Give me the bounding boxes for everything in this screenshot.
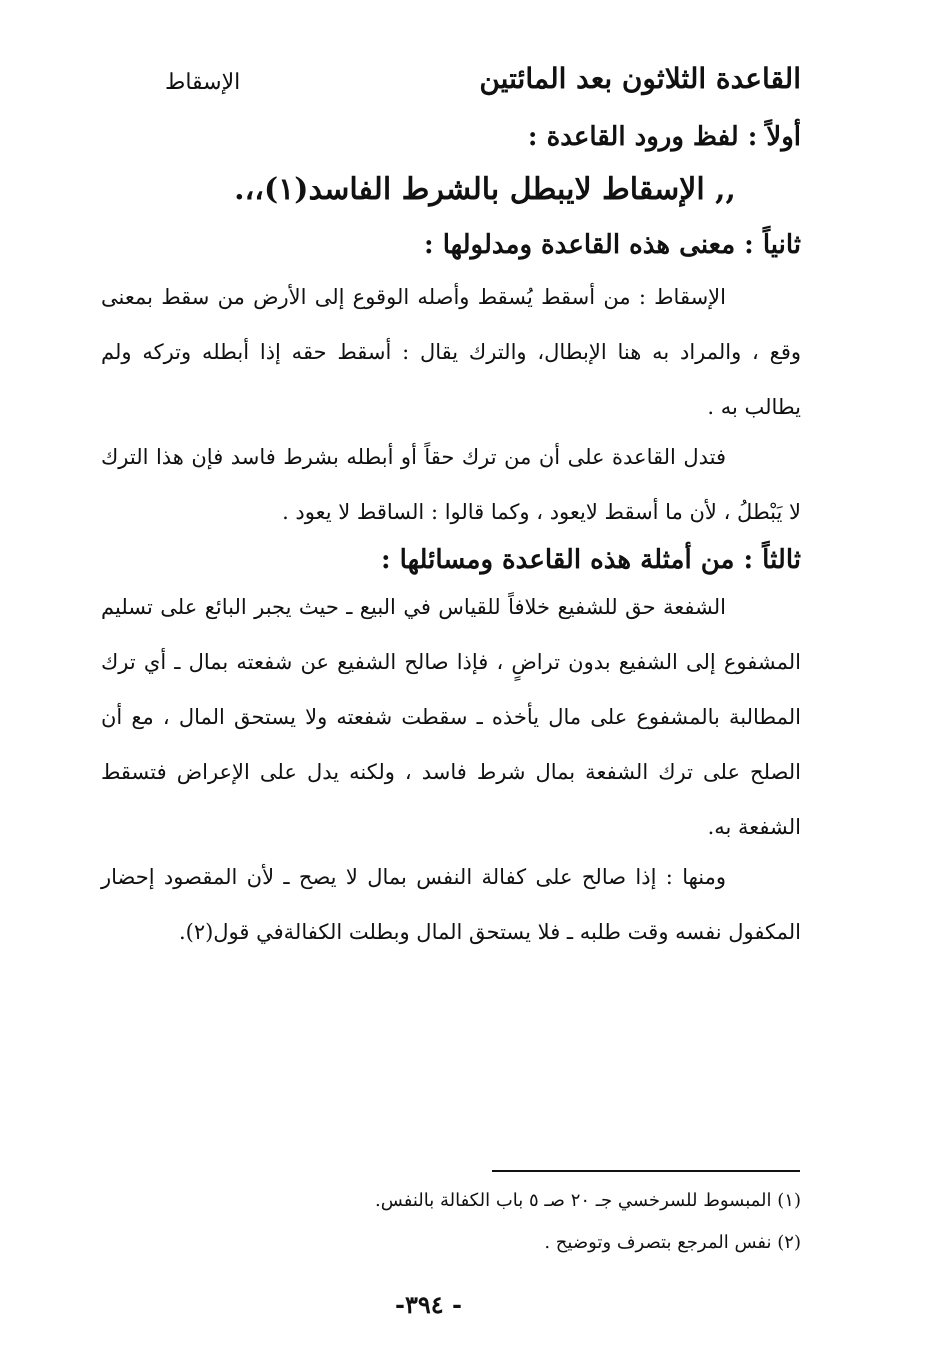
paragraph-example-kafala: ومنها : إذا صالح على كفالة النفس بمال لا يصح ـ لأن المقصود إحضار المكفول نفسه وقت طلبه ـ فلا يستحق المال وبطلت الكفالةفي قول(٢). <box>101 865 801 944</box>
paragraph-example-shufaa: الشفعة حق للشفيع خلافاً للقياس في البيع ـ حيث يجبر البائع على تسليم المشفوع إلى الشفيع بدون تراضٍ ، فإذا صالح الشفيع عن شفعته بمال ـ أي ترك المطالبة بالمشفوع على مال يأخذه ـ سقطت شفعته ولا يستحق المال ، مع أن الصلح على ترك الشفعة بمال شرط فاسد ، ولكنه يدل على الإعراض فتسقط الشفعة به. <box>101 595 801 839</box>
footnote-2: (٢) نفس المرجع بتصرف وتوضيح . <box>544 1232 801 1253</box>
section-heading-meaning: ثانياً : معنى هذه القاعدة ومدلولها : <box>424 230 801 260</box>
rule-statement: ,, الإسقاط لايبطل بالشرط الفاسد(١)،،. <box>234 172 736 207</box>
section-heading-examples: ثالثاً : من أمثلة هذه القاعدة ومسائلها : <box>381 545 801 575</box>
page-number: - ٣٩٤- <box>395 1290 462 1319</box>
section-heading-wording: أولاً : لفظ ورود القاعدة : <box>527 122 801 152</box>
rule-title-header: القاعدة الثلاثون بعد المائتين <box>479 62 801 95</box>
footnote-1: (١) المبسوط للسرخسي جـ ٢٠ صـ ٥ باب الكفالة بالنفس. <box>375 1190 801 1211</box>
paragraph-implication: فتدل القاعدة على أن من ترك حقاً أو أبطله بشرط فاسد فإن هذا الترك لا يَبْطلُ ، لأن ما أسقط لايعود ، وكما قالوا : الساقط لا يعود . <box>101 445 801 524</box>
paragraph-definition: الإسقاط : من أسقط يُسقط وأصله الوقوع إلى الأرض من سقط بمعنى وقع ، والمراد به هنا الإبطال، والترك يقال : أسقط حقه إذا أبطله وتركه ولم يطالب به . <box>101 285 801 419</box>
topic-header: الإسقاط <box>165 70 241 95</box>
footnote-divider <box>492 1170 800 1172</box>
